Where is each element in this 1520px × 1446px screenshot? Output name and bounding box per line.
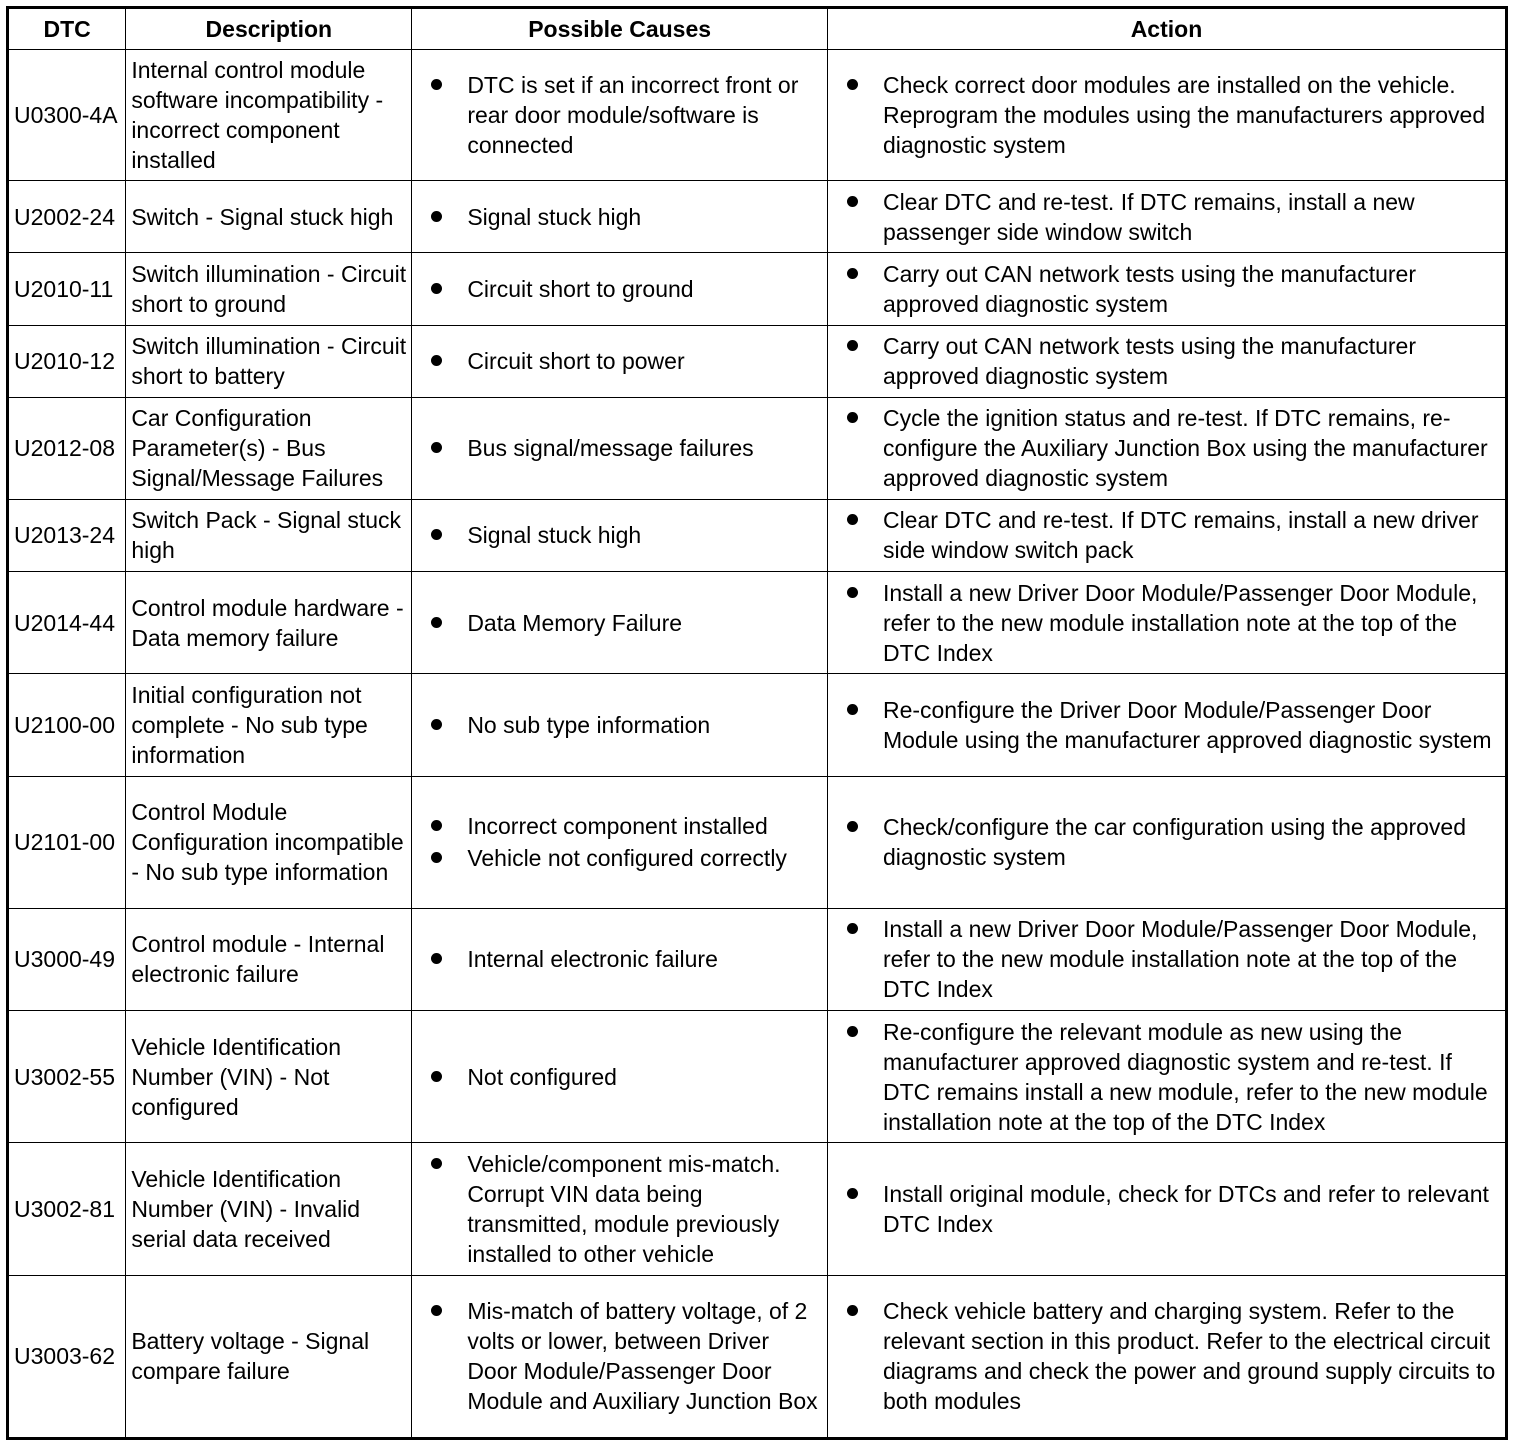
action-list — [833, 1296, 1500, 1416]
dtc-description: Internal control module software incompatibility - incorrect component installed — [126, 50, 412, 181]
causes-list — [417, 608, 822, 638]
action-list — [833, 1017, 1500, 1137]
dtc-table — [6, 6, 1508, 1440]
cause-item: Incorrect component installed — [417, 811, 822, 841]
dtc-description: Initial configuration not complete - No sub type information — [126, 674, 412, 776]
action-list — [833, 403, 1500, 493]
cause-item: Internal electronic failure — [417, 944, 822, 974]
dtc-description: Vehicle Identification Number (VIN) - Not configured — [126, 1011, 412, 1143]
header-possible-causes: Possible Causes — [412, 8, 828, 50]
action-item: Carry out CAN network tests using the manufacturer approved diagnostic system — [833, 259, 1500, 319]
action-cell — [827, 908, 1506, 1010]
dtc-description: Vehicle Identification Number (VIN) - Invalid serial data received — [126, 1143, 412, 1275]
cause-item: Mis-match of battery voltage, of 2 volts or lower, between Driver Door Module/Passenger Door Module and Auxiliary Junction Box — [417, 1296, 822, 1416]
action-cell — [827, 572, 1506, 674]
possible-causes-cell — [412, 776, 828, 908]
causes-list — [417, 70, 822, 160]
action-item: Cycle the ignition status and re-test. If DTC remains, re-configure the Auxiliary Junction Box using the manufacturer approved diagnostic system — [833, 403, 1500, 493]
dtc-description: Battery voltage - Signal compare failure — [126, 1275, 412, 1438]
causes-list — [417, 274, 822, 304]
table-row — [8, 1143, 1507, 1275]
action-cell — [827, 674, 1506, 776]
action-item: Re-configure the Driver Door Module/Passenger Door Module using the manufacturer approved diagnostic system — [833, 695, 1500, 755]
dtc-description: Car Configuration Parameter(s) - Bus Signal/Message Failures — [126, 397, 412, 499]
table-row — [8, 181, 1507, 253]
action-list — [833, 259, 1500, 319]
dtc-description: Control Module Configuration incompatible - No sub type information — [126, 776, 412, 908]
action-cell — [827, 499, 1506, 571]
dtc-description: Switch illumination - Circuit short to battery — [126, 325, 412, 397]
possible-causes-cell — [412, 572, 828, 674]
possible-causes-cell — [412, 181, 828, 253]
action-item: Clear DTC and re-test. If DTC remains, install a new passenger side window switch — [833, 187, 1500, 247]
header-dtc: DTC — [8, 8, 126, 50]
dtc-code: U2100-00 — [8, 674, 126, 776]
action-item: Check vehicle battery and charging system. Refer to the relevant section in this product. Refer to the electrical circuit diagrams and check the power and ground supply circuits to both modules — [833, 1296, 1500, 1416]
table-row — [8, 397, 1507, 499]
table-row — [8, 572, 1507, 674]
header-description: Description — [126, 8, 412, 50]
possible-causes-cell — [412, 908, 828, 1010]
causes-list — [417, 433, 822, 463]
action-item: Check/configure the car configuration using the approved diagnostic system — [833, 812, 1500, 872]
dtc-code: U2101-00 — [8, 776, 126, 908]
causes-list — [417, 710, 822, 740]
action-item: Install a new Driver Door Module/Passenger Door Module, refer to the new module installation note at the top of the DTC Index — [833, 914, 1500, 1004]
action-item: Carry out CAN network tests using the manufacturer approved diagnostic system — [833, 331, 1500, 391]
causes-list — [417, 811, 822, 873]
cause-item: Bus signal/message failures — [417, 433, 822, 463]
cause-item: DTC is set if an incorrect front or rear door module/software is connected — [417, 70, 822, 160]
action-list — [833, 695, 1500, 755]
table-row — [8, 674, 1507, 776]
action-list — [833, 331, 1500, 391]
table-row — [8, 50, 1507, 181]
action-list — [833, 1179, 1500, 1239]
cause-item: Circuit short to power — [417, 346, 822, 376]
dtc-description: Control module hardware - Data memory failure — [126, 572, 412, 674]
possible-causes-cell — [412, 50, 828, 181]
causes-list — [417, 346, 822, 376]
causes-list — [417, 202, 822, 232]
causes-list — [417, 1062, 822, 1092]
possible-causes-cell — [412, 253, 828, 325]
dtc-code: U2013-24 — [8, 499, 126, 571]
action-cell — [827, 50, 1506, 181]
dtc-description: Switch illumination - Circuit short to ground — [126, 253, 412, 325]
cause-item: Vehicle/component mis-match. Corrupt VIN data being transmitted, module previously installed to other vehicle — [417, 1149, 822, 1269]
causes-list — [417, 944, 822, 974]
action-item: Install original module, check for DTCs and refer to relevant DTC Index — [833, 1179, 1500, 1239]
action-list — [833, 812, 1500, 872]
action-cell — [827, 397, 1506, 499]
cause-item: Data Memory Failure — [417, 608, 822, 638]
action-cell — [827, 1143, 1506, 1275]
dtc-code: U2010-11 — [8, 253, 126, 325]
dtc-code: U2014-44 — [8, 572, 126, 674]
table-row — [8, 325, 1507, 397]
action-item: Re-configure the relevant module as new using the manufacturer approved diagnostic system and re-test. If DTC remains install a new module, refer to the new module installation note at the top of the DTC Index — [833, 1017, 1500, 1137]
action-list — [833, 187, 1500, 247]
causes-list — [417, 1149, 822, 1269]
dtc-code: U3003-62 — [8, 1275, 126, 1438]
dtc-code: U3002-55 — [8, 1011, 126, 1143]
table-body — [8, 50, 1507, 1439]
dtc-code: U0300-4A — [8, 50, 126, 181]
action-cell — [827, 776, 1506, 908]
dtc-code: U3002-81 — [8, 1143, 126, 1275]
action-cell — [827, 325, 1506, 397]
dtc-description: Switch - Signal stuck high — [126, 181, 412, 253]
action-list — [833, 505, 1500, 565]
dtc-code: U3000-49 — [8, 908, 126, 1010]
dtc-description: Control module - Internal electronic failure — [126, 908, 412, 1010]
dtc-code: U2012-08 — [8, 397, 126, 499]
cause-item: Signal stuck high — [417, 202, 822, 232]
action-list — [833, 70, 1500, 160]
action-cell — [827, 1011, 1506, 1143]
dtc-code: U2010-12 — [8, 325, 126, 397]
causes-list — [417, 1296, 822, 1416]
header-row — [8, 8, 1507, 50]
cause-item: Signal stuck high — [417, 520, 822, 550]
possible-causes-cell — [412, 1275, 828, 1438]
possible-causes-cell — [412, 325, 828, 397]
table-row — [8, 499, 1507, 571]
cause-item: Circuit short to ground — [417, 274, 822, 304]
causes-list — [417, 520, 822, 550]
action-item: Install a new Driver Door Module/Passenger Door Module, refer to the new module installation note at the top of the DTC Index — [833, 578, 1500, 668]
action-cell — [827, 253, 1506, 325]
action-list — [833, 914, 1500, 1004]
table-row — [8, 908, 1507, 1010]
possible-causes-cell — [412, 1143, 828, 1275]
cause-item: Vehicle not configured correctly — [417, 843, 822, 873]
possible-causes-cell — [412, 397, 828, 499]
cause-item: No sub type information — [417, 710, 822, 740]
action-cell — [827, 1275, 1506, 1438]
table-row — [8, 776, 1507, 908]
possible-causes-cell — [412, 1011, 828, 1143]
dtc-code: U2002-24 — [8, 181, 126, 253]
table-row — [8, 1275, 1507, 1438]
dtc-description: Switch Pack - Signal stuck high — [126, 499, 412, 571]
action-item: Check correct door modules are installed on the vehicle. Reprogram the modules using the manufacturers approved diagnostic system — [833, 70, 1500, 160]
possible-causes-cell — [412, 674, 828, 776]
action-list — [833, 578, 1500, 668]
table-row — [8, 253, 1507, 325]
action-cell — [827, 181, 1506, 253]
header-action: Action — [827, 8, 1506, 50]
table-row — [8, 1011, 1507, 1143]
cause-item: Not configured — [417, 1062, 822, 1092]
possible-causes-cell — [412, 499, 828, 571]
action-item: Clear DTC and re-test. If DTC remains, install a new driver side window switch pack — [833, 505, 1500, 565]
